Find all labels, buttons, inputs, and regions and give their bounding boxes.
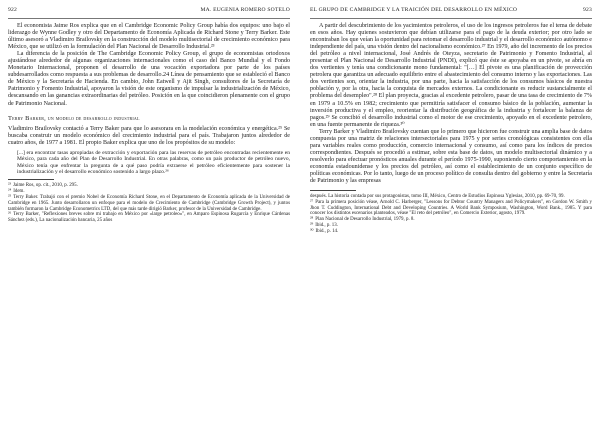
footnote-text: Idem. xyxy=(13,189,25,195)
footnote-text: Jaime Ros, op. cit., 2010, p. 295. xyxy=(12,183,78,189)
right-page xyxy=(310,0,592,431)
footnote xyxy=(310,200,592,217)
paragraph: A partir del descubrimiento de los yacimientos petroleros, el uso de los ingresos petroleros fue el tema de debate en esos años. Hay quienes sostuvieron que debían utilizarse para el pago de la deuda exterior; por otro lado se encontraban los que veían la oportunidad para retomar el desarrollo industrial y el desarrollo económico autónomo e independiente del país, una visión dentro del nacionalismo económico.²⁷ En 1979, año del incremento de los precios del petróleo a nivel internacional, José Andrés de Oteyza, secretario de Patrimonio y Fomento Industrial, al presentar el Plan Nacional de Desarrollo Industrial (PNDI), explicó que éste se apoyaba en un pivote, se abría en dos vertientes y tenía una condicionante mono fundamental: "[…] El pivote es una planificación de provección petrolera que garantiza un adecuado equilibrio entre el abastecimiento del consumo interno y las exportaciones. Las dos vertientes son, orientar la industria, por una parte, hacia la satisfacción de los consumos básicos de nuestra población y, por la otra, hacia la conquista de mercados externos. La condicionante es reducir sustancialmente el problema del desempleo".²⁸ El plan proyecta, gracias al excedente petrolero, pasar de una tasa de crecimiento de 7% en 1979 a 10.5% en 1982; crecimiento que permitiría satisfacer el consumo básico de la población, aumentar la inversión productiva y el empleo, reorientar la distribución geográfica de la industria y fortalecer la balanza de pagos.²⁹ Se concibió el desarrollo industrial como el motor de ese crecimiento, apoyado en el excedente petrolero, en una fuente permanente de riqueza.³⁰ xyxy=(310,23,592,128)
footnote-number: ²⁹ xyxy=(310,223,314,229)
footnote-text: después. La historia contada por sus protagonistas, tomo III, México, Centro de Estudios Espinosa Yglesias, 2010, pp. 69-70, 99. xyxy=(310,194,565,200)
paragraph: La diferencia de la posición de The Cambridge Economic Policy Group, el grupo de economistas ortodoxos ajustándose alrededor de algunas organizaciones internacionales como el caso del Banco Mundial y el Fondo Monetario Internacional, proponen el desarrollo de una vocación exportadora por parte de los países subdesarrollados como respuesta a sus problemas de desarrollo.24 Línea de pensamiento que se estableció el Banco de México y la Secretaría de Hacienda. En cambio, John Eatwell y Ajit Singh, consultores de la Secretaría de Patrimonio y Fomento Industrial, apoyaron la visión de este organismo de impulsar la industrialización de México, descansando en las ganancias extraordinarias del petróleo. Posición en la que coincidieron plenamente con el grupo de Patrimonio Nacional. xyxy=(8,51,290,107)
footnote xyxy=(310,229,592,235)
quote-text: [...] era encontrar tasas apropiadas de extracción y exportación para las reservas de petróleo encontradas recientemente en México, para cada año del Plan de Desarrollo Industrial. En otras palabras, como un país productor de petróleo nuevo, México tenía que enfrentar la pregunta de a qué paso podría extraerse el petróleo eficientemente para sostener la industrialización y el desarrollo económico sostenido a largo plazo.²⁶ xyxy=(17,149,290,175)
footnote-number: ²⁵ xyxy=(8,194,12,200)
left-page xyxy=(8,0,290,431)
footnote-number: ²⁸ xyxy=(310,217,314,223)
footnote-text: Ibid., p. 13. xyxy=(315,223,338,229)
page-number: 923 xyxy=(583,7,592,13)
footnote-text: Para la primera posición véase, Arnold C. Harberger, "Lessons for Debtor Country Managers and Policymakers", en Gordon W. Smith y Jhon T. Cuddington, International Debt and Developing Countries. A World Bank Symposium, Washington, Word Bank., 1985. Y para conocer los distintos escenarios planteados, véase "El reto del petróleo", en Comercio Exterior, agosto, 1979. xyxy=(310,199,592,217)
footnote-number: ³⁰ xyxy=(310,228,314,234)
footnote-text: Terry Barker, "Reflexiones breves sobre mi trabajo en México por «large petroleo»", en Amparo Espinosa Rugarcía y Enrique Cárdenas Sánchez (eds.), La nacionalización bancaria, 25 años xyxy=(8,212,290,224)
section-heading: Terry Barker, un modelo de desarrollo industrial xyxy=(8,114,140,122)
running-head-right xyxy=(310,4,592,19)
paragraph: Vladimiro Brailovsky contactó a Terry Baker para que lo asesorara en la modelación económica y energética.²⁵ Se buscaba construir un modelo económico del crecimiento industrial para el país. Trabajaron juntos alrededor de cuatro años, de 1977 a 1981. El propio Baker explica que uno de los propósitos de su modelo: xyxy=(8,125,290,146)
paragraph: El economista Jaime Ros explica que en el Cambridge Economic Policy Group había dos equipos: uno bajo el liderazgo de Wynne Godley y otro del Departamento de Economía Aplicada de Richard Stone y Terry Barker. Este último asesoró a Vladimiro Brailovsky en la construcción del modelo multisectorial de crecimiento económico para México, que se utilizó en la formulación del Plan Nacional de Desarrollo Industrial.²³ xyxy=(8,23,290,51)
footnote-text: Terry Baker. Trabajó con el premio Nobel de Economía Richard Stone, en el Departamento de Economía aplicada de la Universidad de Cambridge en 1965. Junto desarrollaron un enfoque para el modelo de Crecimiento de Cambridge (Cambridge Growth Project), y juntos también formaron la Cambridge Econometrics LTD, del que más tarde dirigió Barker, profesor de la Universidad de Cambridge. xyxy=(8,194,290,212)
footnote-text: Ibid., p. 14. xyxy=(315,228,339,234)
footnote-number: ²⁴ xyxy=(8,189,12,195)
running-head-left xyxy=(8,4,290,19)
footnote-number: ²³ xyxy=(8,183,11,189)
paragraph: Terry Barker y Vladimiro Brailovsky cuentan que lo primero que hicieron fue construir una amplia base de datos compuesta por una matriz de relaciones intersectoriales para 1975 y por series cronológicas consistentes con ella para variables reales como producción, comercio internacional y consumo, así como para los índices de precios correspondientes. Después se procedió a estimar, sobre esta base de datos, un modelo multisectorial dinámico y a resolverlo para efectuar pronósticos anuales durante el período 1975-1990, suponiendo cierto comportamiento en la economía estadounidense y los precios del petróleo, así como el establecimiento de un conjunto específico de políticas económicas. Por lo tanto, luego de un proceso político de consulta dentro del gobierno y entre la Secretaría de Patrimonio y las empresas xyxy=(310,128,592,185)
running-title: EL GRUPO DE CAMBRIDGE Y LA TRAICIÓN DEL DESARROLLO EN MÉXICO xyxy=(310,7,518,13)
footnote-rule xyxy=(8,179,54,180)
running-title: MA. EUGENIA ROMERO SOTELO xyxy=(200,7,290,13)
footnote xyxy=(8,195,290,212)
block-quote xyxy=(17,150,290,176)
footnote-number: ²⁷ xyxy=(310,199,314,205)
footnote-text: Plan Nacional de Desarrollo Industrial, 1979, p. 8. xyxy=(315,217,415,223)
footnote xyxy=(8,212,290,224)
footnote-number: ²⁶ xyxy=(8,212,12,218)
footnote-rule xyxy=(310,190,356,191)
page-number: 922 xyxy=(8,7,17,13)
